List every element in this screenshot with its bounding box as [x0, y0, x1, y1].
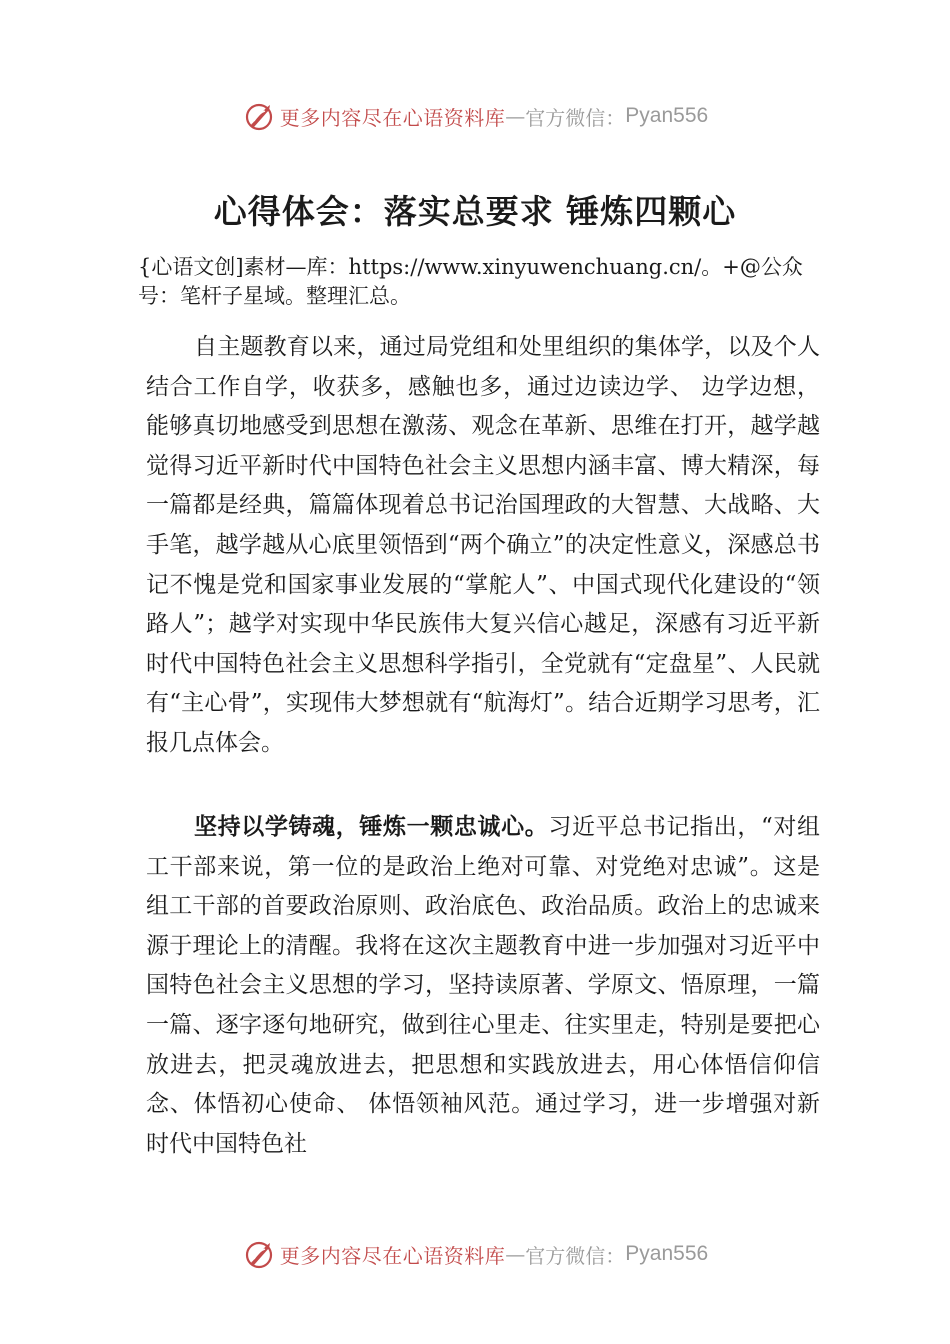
paragraph-text: 自主题教育以来，通过局党组和处里组织的集体学，以及个人结合工作自学，收获多，感触也多，通过边读边学、 边学边想，能够真切地感受到思想在激荡、观念在革新、思维在打开，越学越觉得习近平新时代中国特色社会主义思想内涵丰富、博大精深，每一篇都是经典，篇篇体现着总书记治国理政的大智慧、大战略、大手笔，越学越从心底里领悟到“两个确立”的决定性意义，深感总书记不愧是党和国家事业发展的“掌舵人”、中国式现代化建设的“领路人”；越学对实现中华民族伟大复兴信心越足，深感有习近平新时代中国特色社会主义思想科学指引，全党就有“定盘星”、人民就有“主心骨”，实现伟大梦想就有“航海灯”。结合近期学习思考，汇报几点体会。 — [146, 334, 820, 756]
pen-nib-logo-icon — [242, 1237, 276, 1271]
banner-wechat-id: Pyan556 — [625, 1242, 709, 1265]
footer-banner — [0, 1234, 950, 1274]
body-paragraph — [146, 808, 820, 1164]
banner-text: 更多内容尽在心语资料库 — [279, 1243, 506, 1268]
source-line: {心语文创]素材—库：https://www.xinyuwenchuang.cn/。+@公众号：笔杆子星域。整理汇总。 — [138, 255, 803, 308]
banner-dash: — — [505, 1242, 526, 1266]
header-banner — [0, 96, 950, 136]
banner-wechat-id: Pyan556 — [625, 104, 709, 127]
paragraph-lead: 坚持以学铸魂，锤炼一颗忠诚心。 — [194, 814, 549, 840]
paragraph-text: 习近平总书记指出，“对组工干部来说，第一位的是政治上绝对可靠、对党绝对忠诚”。这是组工干部的首要政治原则、政治底色、政治品质。政治上的忠诚来源于理论上的清醒。我将在这次主题教育中进一步加强对习近平中国特色社会主义思想的学习，坚持读原著、学原文、悟原理，一篇一篇、逐字逐句地研究，做到往心里走、往实里走，特别是要把心放进去，把灵魂放进去，把思想和实践放进去，用心体悟信仰信念、体悟初心使命、 体悟领袖风范。通过学习，进一步增强对新时代中国特色社 — [146, 814, 821, 1157]
banner-wechat-label: 官方微信： — [525, 105, 626, 130]
banner-text: 更多内容尽在心语资料库 — [279, 105, 506, 130]
banner-wechat-label: 官方微信： — [525, 1243, 626, 1268]
document-title: 心得体会：落实总要求 锤炼四颗心 — [213, 192, 737, 231]
pen-nib-logo-icon — [242, 99, 276, 133]
banner-dash: — — [505, 104, 526, 128]
body-paragraph — [146, 328, 820, 764]
